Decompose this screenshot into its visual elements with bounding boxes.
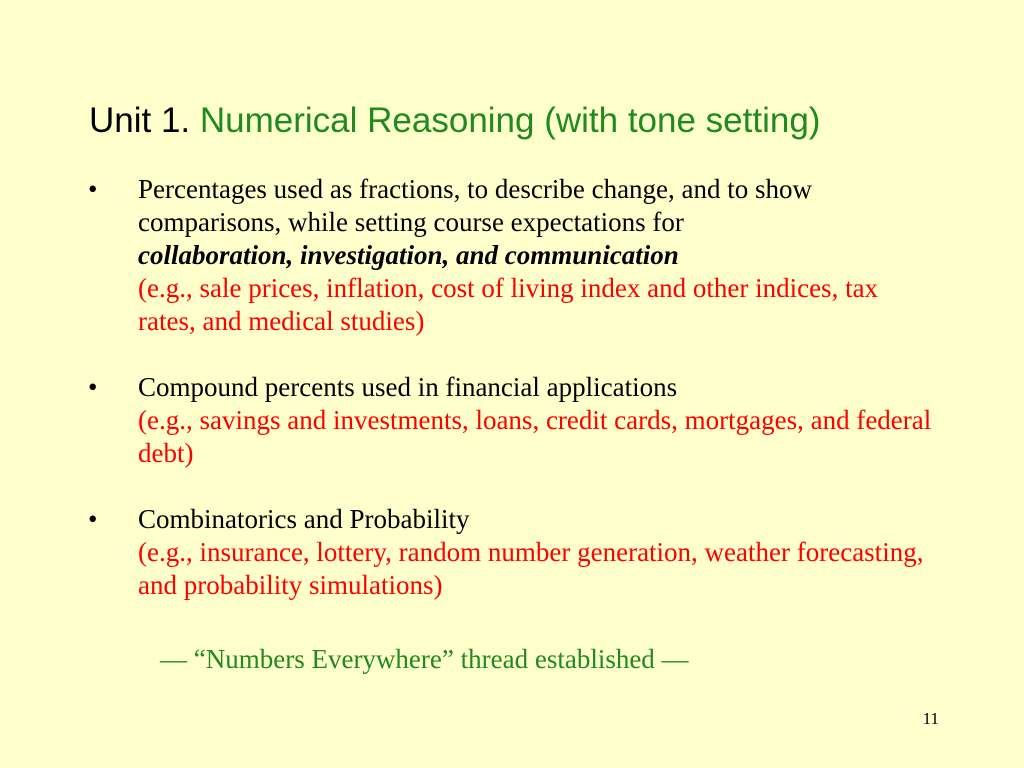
bullet-text: Percentages used as fractions, to describe change, and to show comparisons, while setting course expectations for xyxy=(138,174,813,237)
thread-note: — “Numbers Everywhere” thread established — xyxy=(160,644,689,674)
bullet-example: (e.g., savings and investments, loans, credit cards, mortgages, and federal debt) xyxy=(138,405,932,468)
bullet-text: Combinatorics and Probability xyxy=(138,504,470,534)
bullet-item-compound-percents xyxy=(88,371,938,470)
bullet-marker: • xyxy=(88,504,98,534)
bullet-item-percentages xyxy=(88,173,938,338)
bullet-list xyxy=(88,173,938,602)
slide-title-prefix: Unit 1. xyxy=(89,101,191,140)
bullet-marker: • xyxy=(88,372,98,402)
bullet-example: (e.g., sale prices, inflation, cost of living index and other indices, tax rates, and medical studies) xyxy=(138,273,879,336)
page-number: 11 xyxy=(922,709,939,728)
bullet-marker: • xyxy=(88,174,98,204)
slide-title xyxy=(89,100,820,142)
bullet-emphasis: collaboration, investigation, and communication xyxy=(138,240,679,270)
bullet-item-combinatorics xyxy=(88,503,938,602)
bullet-example: (e.g., insurance, lottery, random number generation, weather forecasting, and probability simulations) xyxy=(138,537,924,600)
bullet-text: Compound percents used in financial applications xyxy=(138,372,678,402)
slide-title-subject: Numerical Reasoning (with tone setting) xyxy=(199,101,821,140)
